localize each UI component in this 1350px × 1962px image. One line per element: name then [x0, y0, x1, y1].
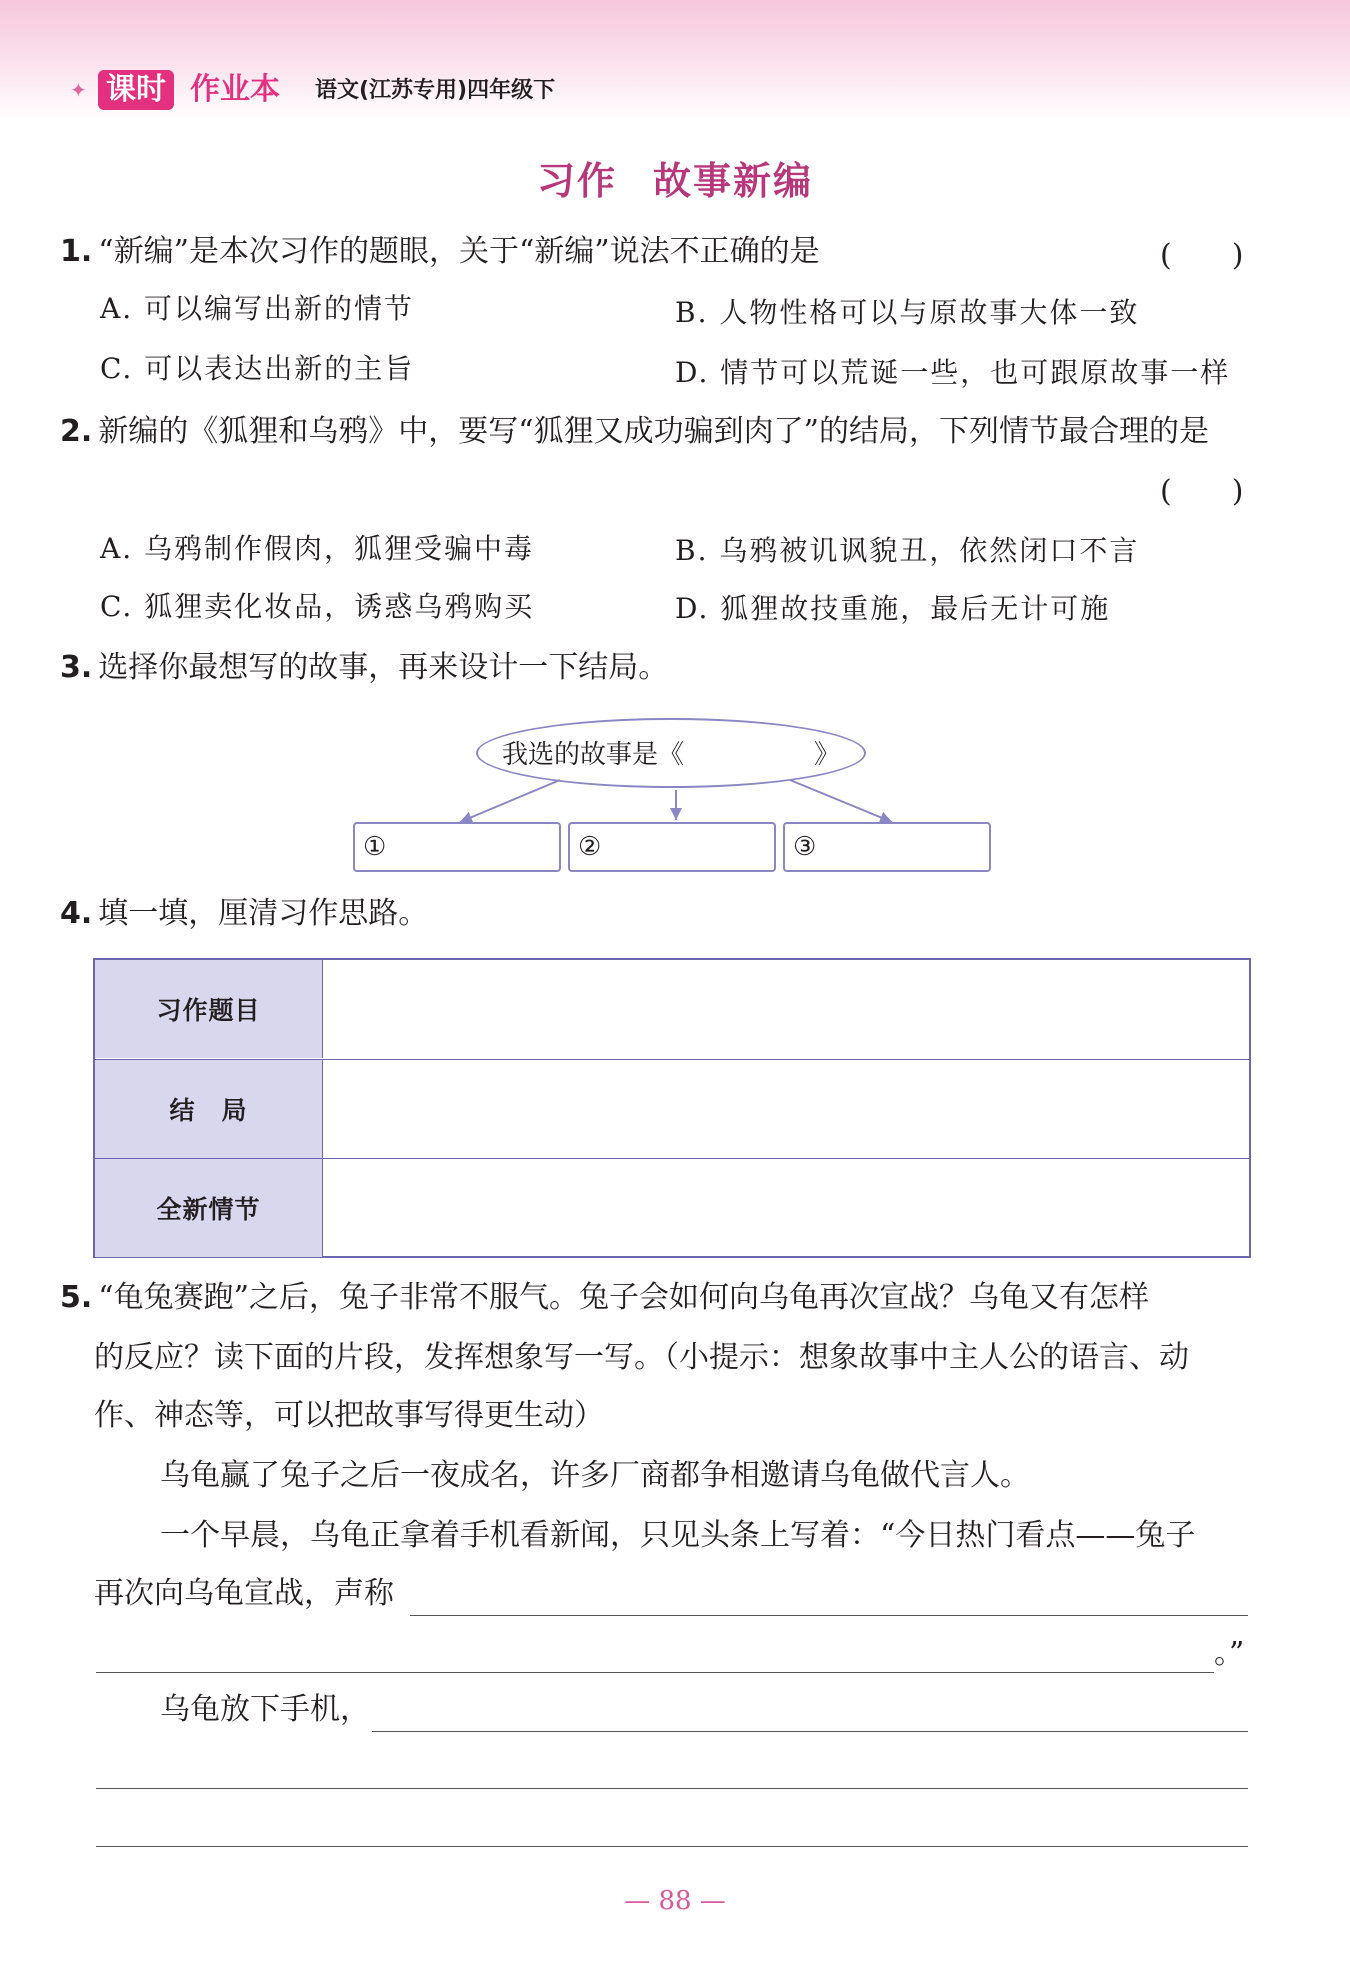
ending-box-3[interactable]: ③ [783, 822, 991, 872]
title-part-1: 习作 [536, 159, 617, 203]
answer-cell-plot[interactable] [323, 1159, 1249, 1257]
question-text: “新编”是本次习作的题眼，关于“新编”说法不正确的是 [98, 234, 820, 269]
page-number: — 88 — [624, 1886, 726, 1916]
answer-cell-ending[interactable] [323, 1060, 1249, 1158]
row-header-title: 习作题目 [95, 960, 323, 1058]
question-number: 2. [60, 414, 93, 449]
table-row [95, 1158, 1249, 1257]
question-5 [60, 1278, 1149, 1318]
arrow-right [790, 780, 892, 822]
story-paragraph-2-line-2: 再次向乌龟宣战，声称 [94, 1576, 394, 1611]
option-b[interactable]: B. 人物性格可以与原故事大体一致 [675, 296, 1140, 329]
answer-line[interactable] [96, 1672, 1214, 1673]
option-d[interactable]: D. 情节可以荒诞一些，也可跟原故事一样 [675, 356, 1231, 389]
story-choice-oval[interactable]: 我选的故事是《 》 [476, 718, 866, 788]
option-a[interactable]: A. 可以编写出新的情节 [100, 292, 415, 325]
story-paragraph-3: 乌龟放下手机， [160, 1692, 370, 1727]
table-row [95, 960, 1249, 1058]
question-number: 4. [60, 896, 93, 931]
question-text-line-1: “龟兔赛跑”之后，兔子非常不服气。兔子会如何向乌龟再次宣战？乌龟又有怎样 [98, 1280, 1149, 1315]
answer-cell-title[interactable] [323, 960, 1249, 1058]
question-number: 1. [60, 234, 93, 269]
ending-box-2[interactable]: ② [568, 822, 776, 872]
book-subtitle: 语文(江苏专用)四年级下 [315, 78, 556, 103]
ending-box-1[interactable]: ① [353, 822, 561, 872]
question-text-line-2: 的反应？读下面的片段，发挥想象写一写。（小提示：想象故事中主人公的语言、动 [94, 1340, 1189, 1375]
answer-line[interactable] [96, 1846, 1248, 1847]
question-text: 选择你最想写的故事，再来设计一下结局。 [98, 650, 669, 685]
brand-logo-text: 作业本 [190, 72, 280, 107]
answer-line[interactable] [372, 1731, 1248, 1732]
option-d[interactable]: D. 狐狸故技重施，最后无计可施 [675, 592, 1111, 625]
question-number: 3. [60, 650, 93, 685]
decoration-icon: ✦ [70, 78, 87, 102]
question-text: 新编的《狐狸和乌鸦》中，要写“狐狸又成功骗到肉了”的结局，下列情节最合理的是 [98, 414, 1209, 449]
question-text-line-3: 作、神态等，可以把故事写得更生动） [94, 1398, 604, 1433]
answer-parentheses[interactable]: ( ) [1160, 474, 1244, 509]
option-c[interactable]: C. 可以表达出新的主旨 [100, 352, 415, 385]
question-text: 填一填，厘清习作思路。 [98, 896, 429, 931]
story-paragraph-2-line-1: 一个早晨，乌龟正拿着手机看新闻，只见头条上写着：“今日热门看点——兔子 [160, 1518, 1196, 1553]
answer-parentheses[interactable]: ( ) [1160, 238, 1244, 273]
option-c[interactable]: C. 狐狸卖化妆品，诱惑乌鸦购买 [100, 590, 535, 623]
answer-line[interactable] [96, 1788, 1248, 1789]
table-row [95, 1059, 1249, 1158]
question-number: 5. [60, 1280, 93, 1315]
answer-line[interactable] [410, 1615, 1248, 1616]
title-part-2: 故事新编 [653, 159, 814, 203]
closing-quote: 。” [1214, 1636, 1245, 1671]
option-b[interactable]: B. 乌鸦被讥讽貌丑，依然闭口不言 [675, 534, 1140, 567]
row-header-ending: 结 局 [95, 1060, 323, 1158]
story-paragraph-1: 乌龟赢了兔子之后一夜成名，许多厂商都争相邀请乌龟做代言人。 [160, 1458, 1030, 1493]
arrow-left [460, 780, 560, 822]
question-4 [60, 894, 428, 934]
row-header-plot: 全新情节 [95, 1159, 323, 1257]
brand-logo-box: 课时 [98, 70, 174, 110]
option-a[interactable]: A. 乌鸦制作假肉，狐狸受骗中毒 [100, 532, 535, 565]
writing-plan-table [93, 958, 1251, 1258]
